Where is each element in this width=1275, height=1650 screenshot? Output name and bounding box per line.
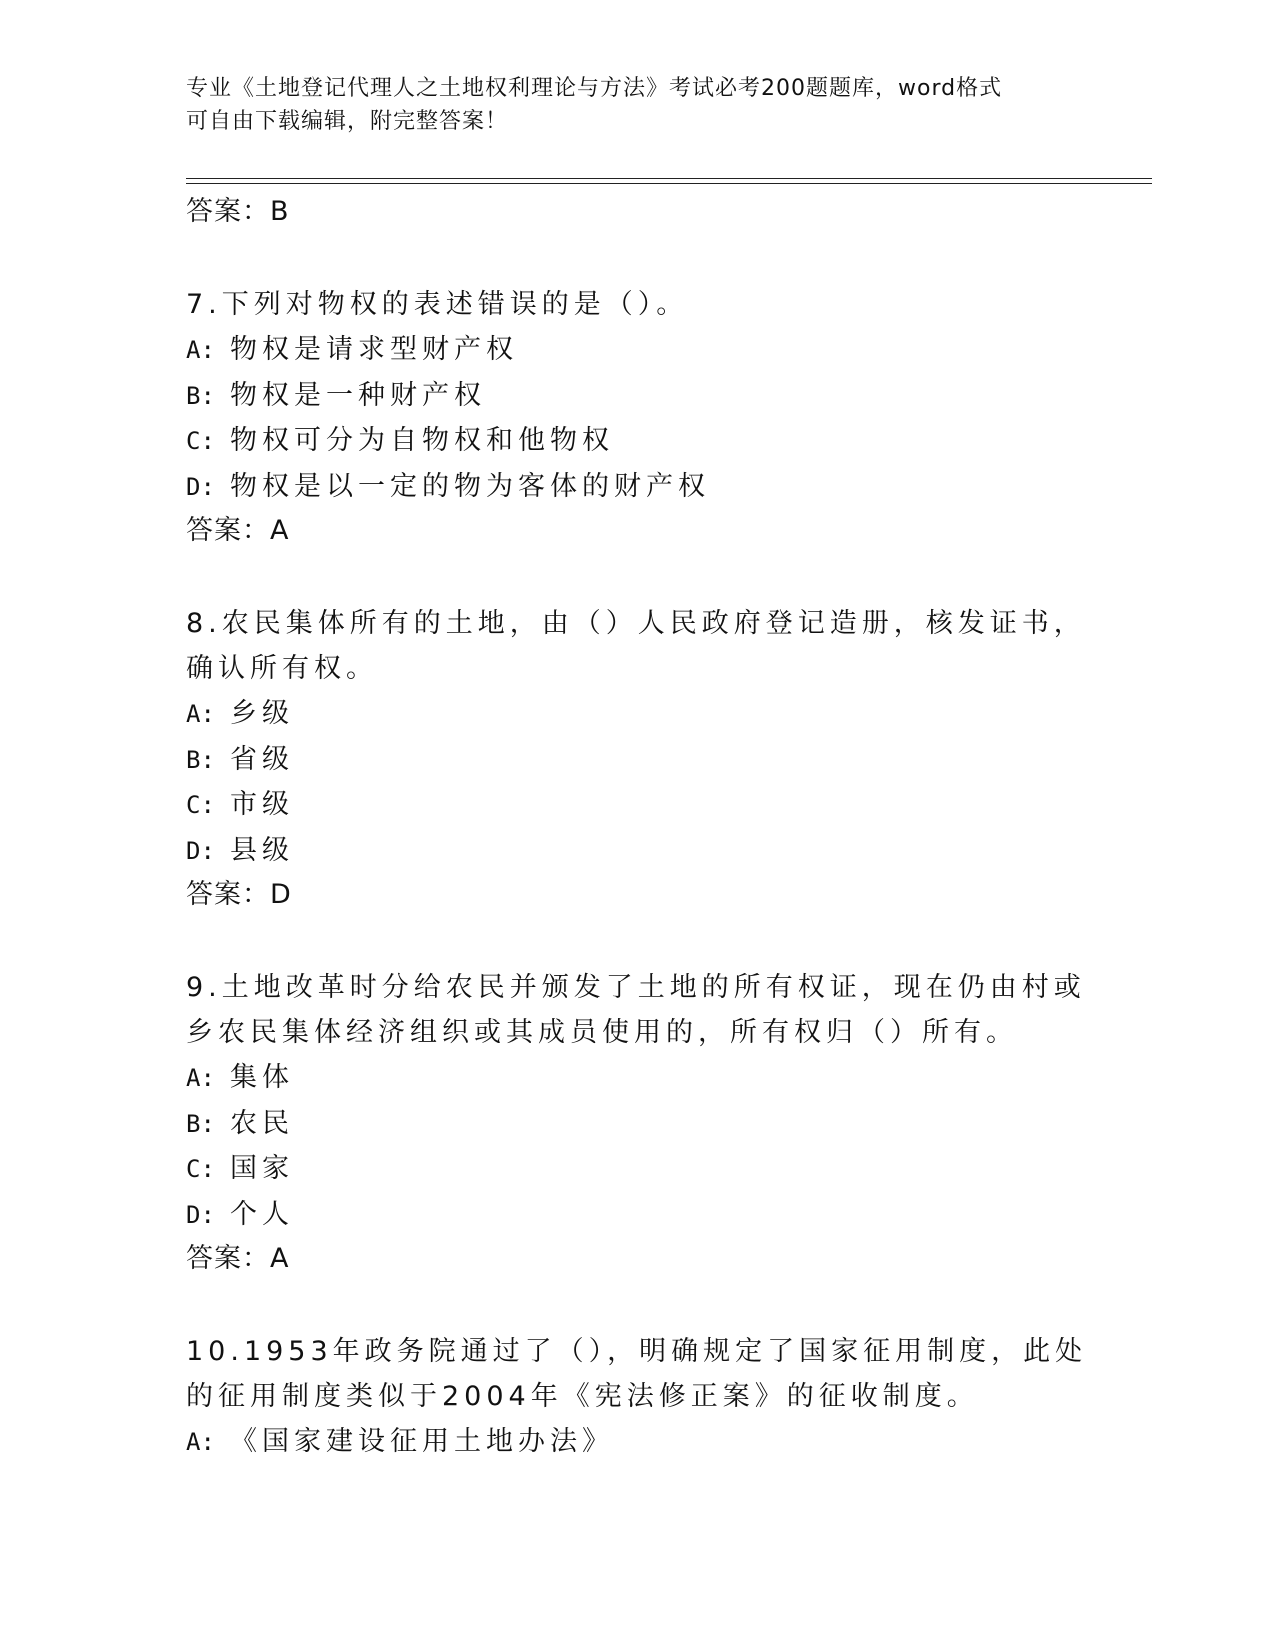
answer-line: 答案：A: [186, 1243, 290, 1274]
option-text: 省级: [230, 743, 294, 775]
option-b: [186, 1101, 1106, 1147]
answer-line: 答案：B: [186, 196, 290, 227]
option-text: 县级: [230, 834, 294, 866]
question-block: [186, 965, 1106, 1281]
option-key: C:: [186, 791, 215, 819]
option-c: [186, 1146, 1106, 1192]
option-c: [186, 782, 1106, 828]
question-stem: 10.1953年政务院通过了（），明确规定了国家征用制度，此处的征用制度类似于2004年《宪法修正案》的征收制度。: [186, 1336, 1088, 1412]
option-a: [186, 1055, 1106, 1101]
header-divider: [186, 183, 1152, 184]
option-key: A:: [186, 336, 215, 364]
option-d: [186, 464, 1106, 510]
option-key: A:: [186, 700, 215, 728]
header-divider: [186, 178, 1152, 179]
option-text: 乡级: [230, 698, 294, 729]
option-key: B:: [186, 1109, 215, 1138]
question-list: [186, 190, 1106, 1465]
question-stem: 8.农民集体所有的土地，由（）人民政府登记造册，核发证书，确认所有权。: [186, 608, 1086, 684]
option-key: C:: [186, 1155, 215, 1183]
option-text: 农民: [230, 1107, 294, 1139]
option-key: D:: [186, 472, 215, 501]
option-a: [186, 1419, 1106, 1465]
option-b: [186, 737, 1106, 783]
option-text: 市级: [230, 789, 294, 820]
option-key: A:: [186, 1064, 215, 1092]
option-key: B:: [186, 381, 215, 410]
question-block: [186, 282, 1106, 553]
option-key: C:: [186, 427, 215, 455]
option-text: 国家: [230, 1153, 294, 1184]
header-title-line-1: 专业《土地登记代理人之土地权利理论与方法》考试必考200题题库，word格式: [186, 76, 1003, 101]
option-text: 物权是以一定的物为客体的财产权: [230, 470, 710, 502]
option-key: D:: [186, 1200, 215, 1229]
option-key: A:: [186, 1428, 215, 1456]
option-d: [186, 1192, 1106, 1238]
question-stem: 9.土地改革时分给农民并颁发了土地的所有权证，现在仍由村或乡农民集体经济组织或其成员使用的，所有权归（）所有。: [186, 972, 1086, 1048]
option-text: 物权是一种财产权: [230, 379, 486, 411]
question-stem: 7.下列对物权的表述错误的是（）。: [186, 289, 689, 320]
option-text: 《国家建设征用土地办法》: [230, 1426, 614, 1457]
option-text: 物权可分为自物权和他物权: [230, 425, 614, 456]
answer-line: 答案：D: [186, 879, 292, 910]
option-b: [186, 373, 1106, 419]
option-text: 个人: [230, 1198, 294, 1230]
option-d: [186, 828, 1106, 874]
option-a: [186, 327, 1106, 373]
question-block: [186, 601, 1106, 917]
option-text: 集体: [230, 1062, 294, 1093]
option-a: [186, 691, 1106, 737]
answer-line: 答案：A: [186, 515, 290, 546]
question-block: [186, 1329, 1106, 1465]
option-text: 物权是请求型财产权: [230, 334, 518, 365]
header-title-line-2: 可自由下载编辑，附完整答案！: [186, 109, 509, 134]
option-c: [186, 418, 1106, 464]
option-key: B:: [186, 745, 215, 774]
page-header: [186, 72, 1086, 138]
option-key: D:: [186, 836, 215, 865]
